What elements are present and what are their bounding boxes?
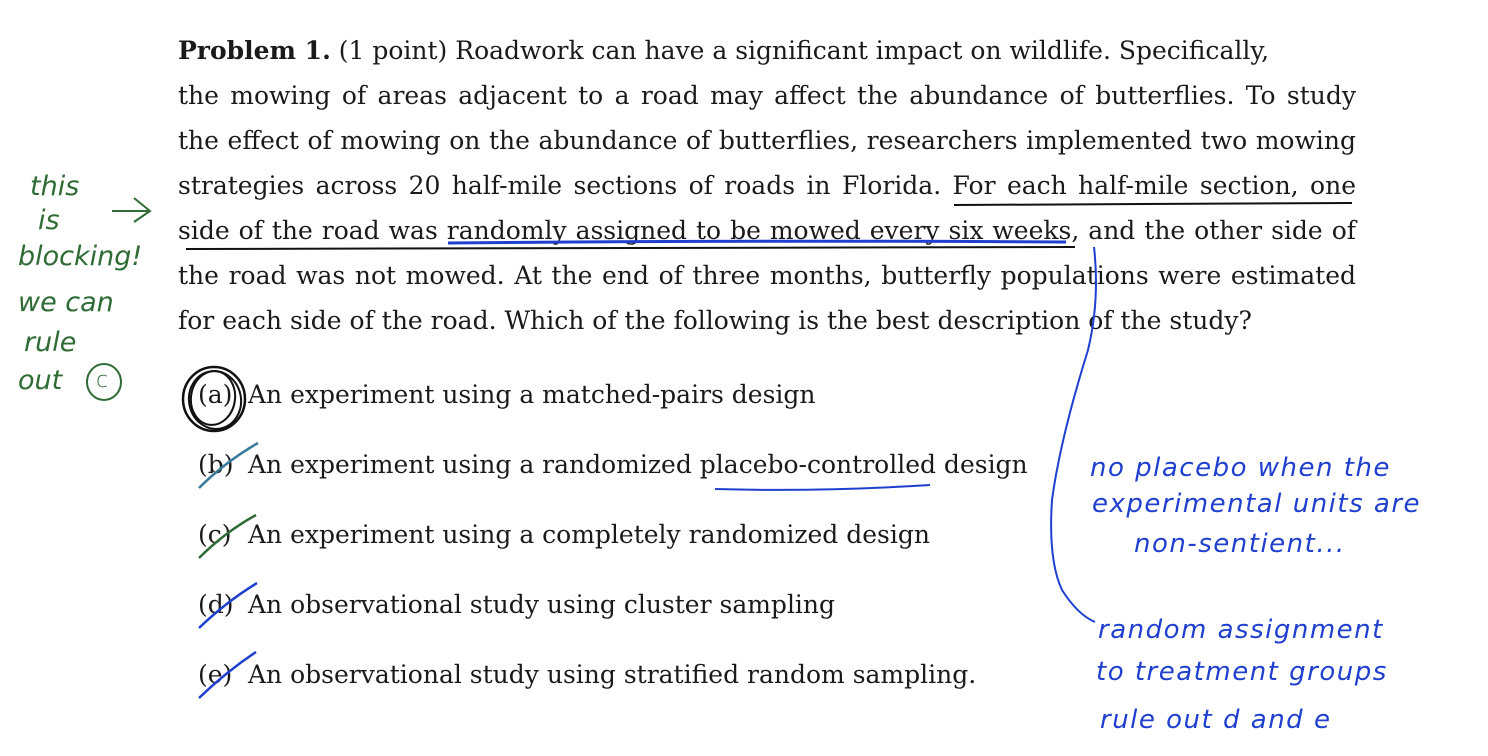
blue-underline-placebo — [715, 485, 930, 490]
margin-note-rule: rule — [24, 327, 77, 358]
note-placebo-line-1: no placebo when the — [1090, 453, 1391, 483]
option-text: An experiment using a randomized placebo-controlled design — [248, 450, 1028, 479]
option-letter: (b) — [198, 450, 234, 479]
option-text: An experiment using a matched-pairs design — [248, 380, 816, 409]
margin-note-out: out — [18, 365, 63, 396]
option-letter: (a) — [198, 380, 233, 409]
option-a[interactable] — [198, 380, 816, 409]
option-text: An observational study using cluster sampling — [248, 590, 836, 619]
note-random-line-3: rule out d and e — [1100, 705, 1332, 735]
option-letter: (c) — [198, 520, 232, 549]
option-text: An observational study using stratified random sampling. — [248, 660, 977, 689]
option-letter: (e) — [198, 660, 233, 689]
note-random-line-1: random assignment — [1098, 615, 1384, 645]
problem-line-1: Problem 1. (1 point) Roadwork can have a significant impact on wildlife. Specifically, — [178, 36, 1270, 65]
option-text: An experiment using a completely randomized design — [248, 520, 930, 549]
problem-line-5: side of the road was randomly assigned to be mowed every six weeks, and the other side of — [178, 216, 1356, 245]
note-placebo-line-2: experimental units are — [1092, 489, 1422, 519]
problem-heading: Problem 1. — [178, 36, 331, 65]
problem-line-2: the mowing of areas adjacent to a road may affect the abundance of butterflies. To study — [178, 81, 1356, 110]
margin-note-this: this — [30, 171, 80, 202]
margin-note-blocking: blocking! — [18, 241, 143, 272]
option-c[interactable] — [198, 520, 930, 549]
option-b[interactable] — [198, 450, 1028, 479]
problem-line-7: for each side of the road. Which of the following is the best description of the study? — [178, 306, 1252, 335]
note-placebo-line-3: non-sentient... — [1134, 529, 1346, 559]
green-arrow-icon — [112, 198, 150, 222]
margin-note-circled-c: c — [96, 368, 109, 393]
problem-line-3: the effect of mowing on the abundance of butterflies, researchers implemented two mowing — [178, 126, 1356, 155]
note-random-line-2: to treatment groups — [1096, 657, 1388, 687]
problem-text — [178, 28, 1356, 343]
problem-line-6: the road was not mowed. At the end of three months, butterfly populations were estimated — [178, 261, 1356, 290]
option-d[interactable] — [198, 590, 835, 619]
margin-note-we-can: we can — [18, 287, 114, 318]
margin-note-is: is — [38, 205, 60, 236]
option-letter: (d) — [198, 590, 234, 619]
option-e[interactable] — [198, 660, 976, 689]
problem-line-4: strategies across 20 half-mile sections of roads in Florida. For each half-mile section, one — [178, 171, 1356, 200]
